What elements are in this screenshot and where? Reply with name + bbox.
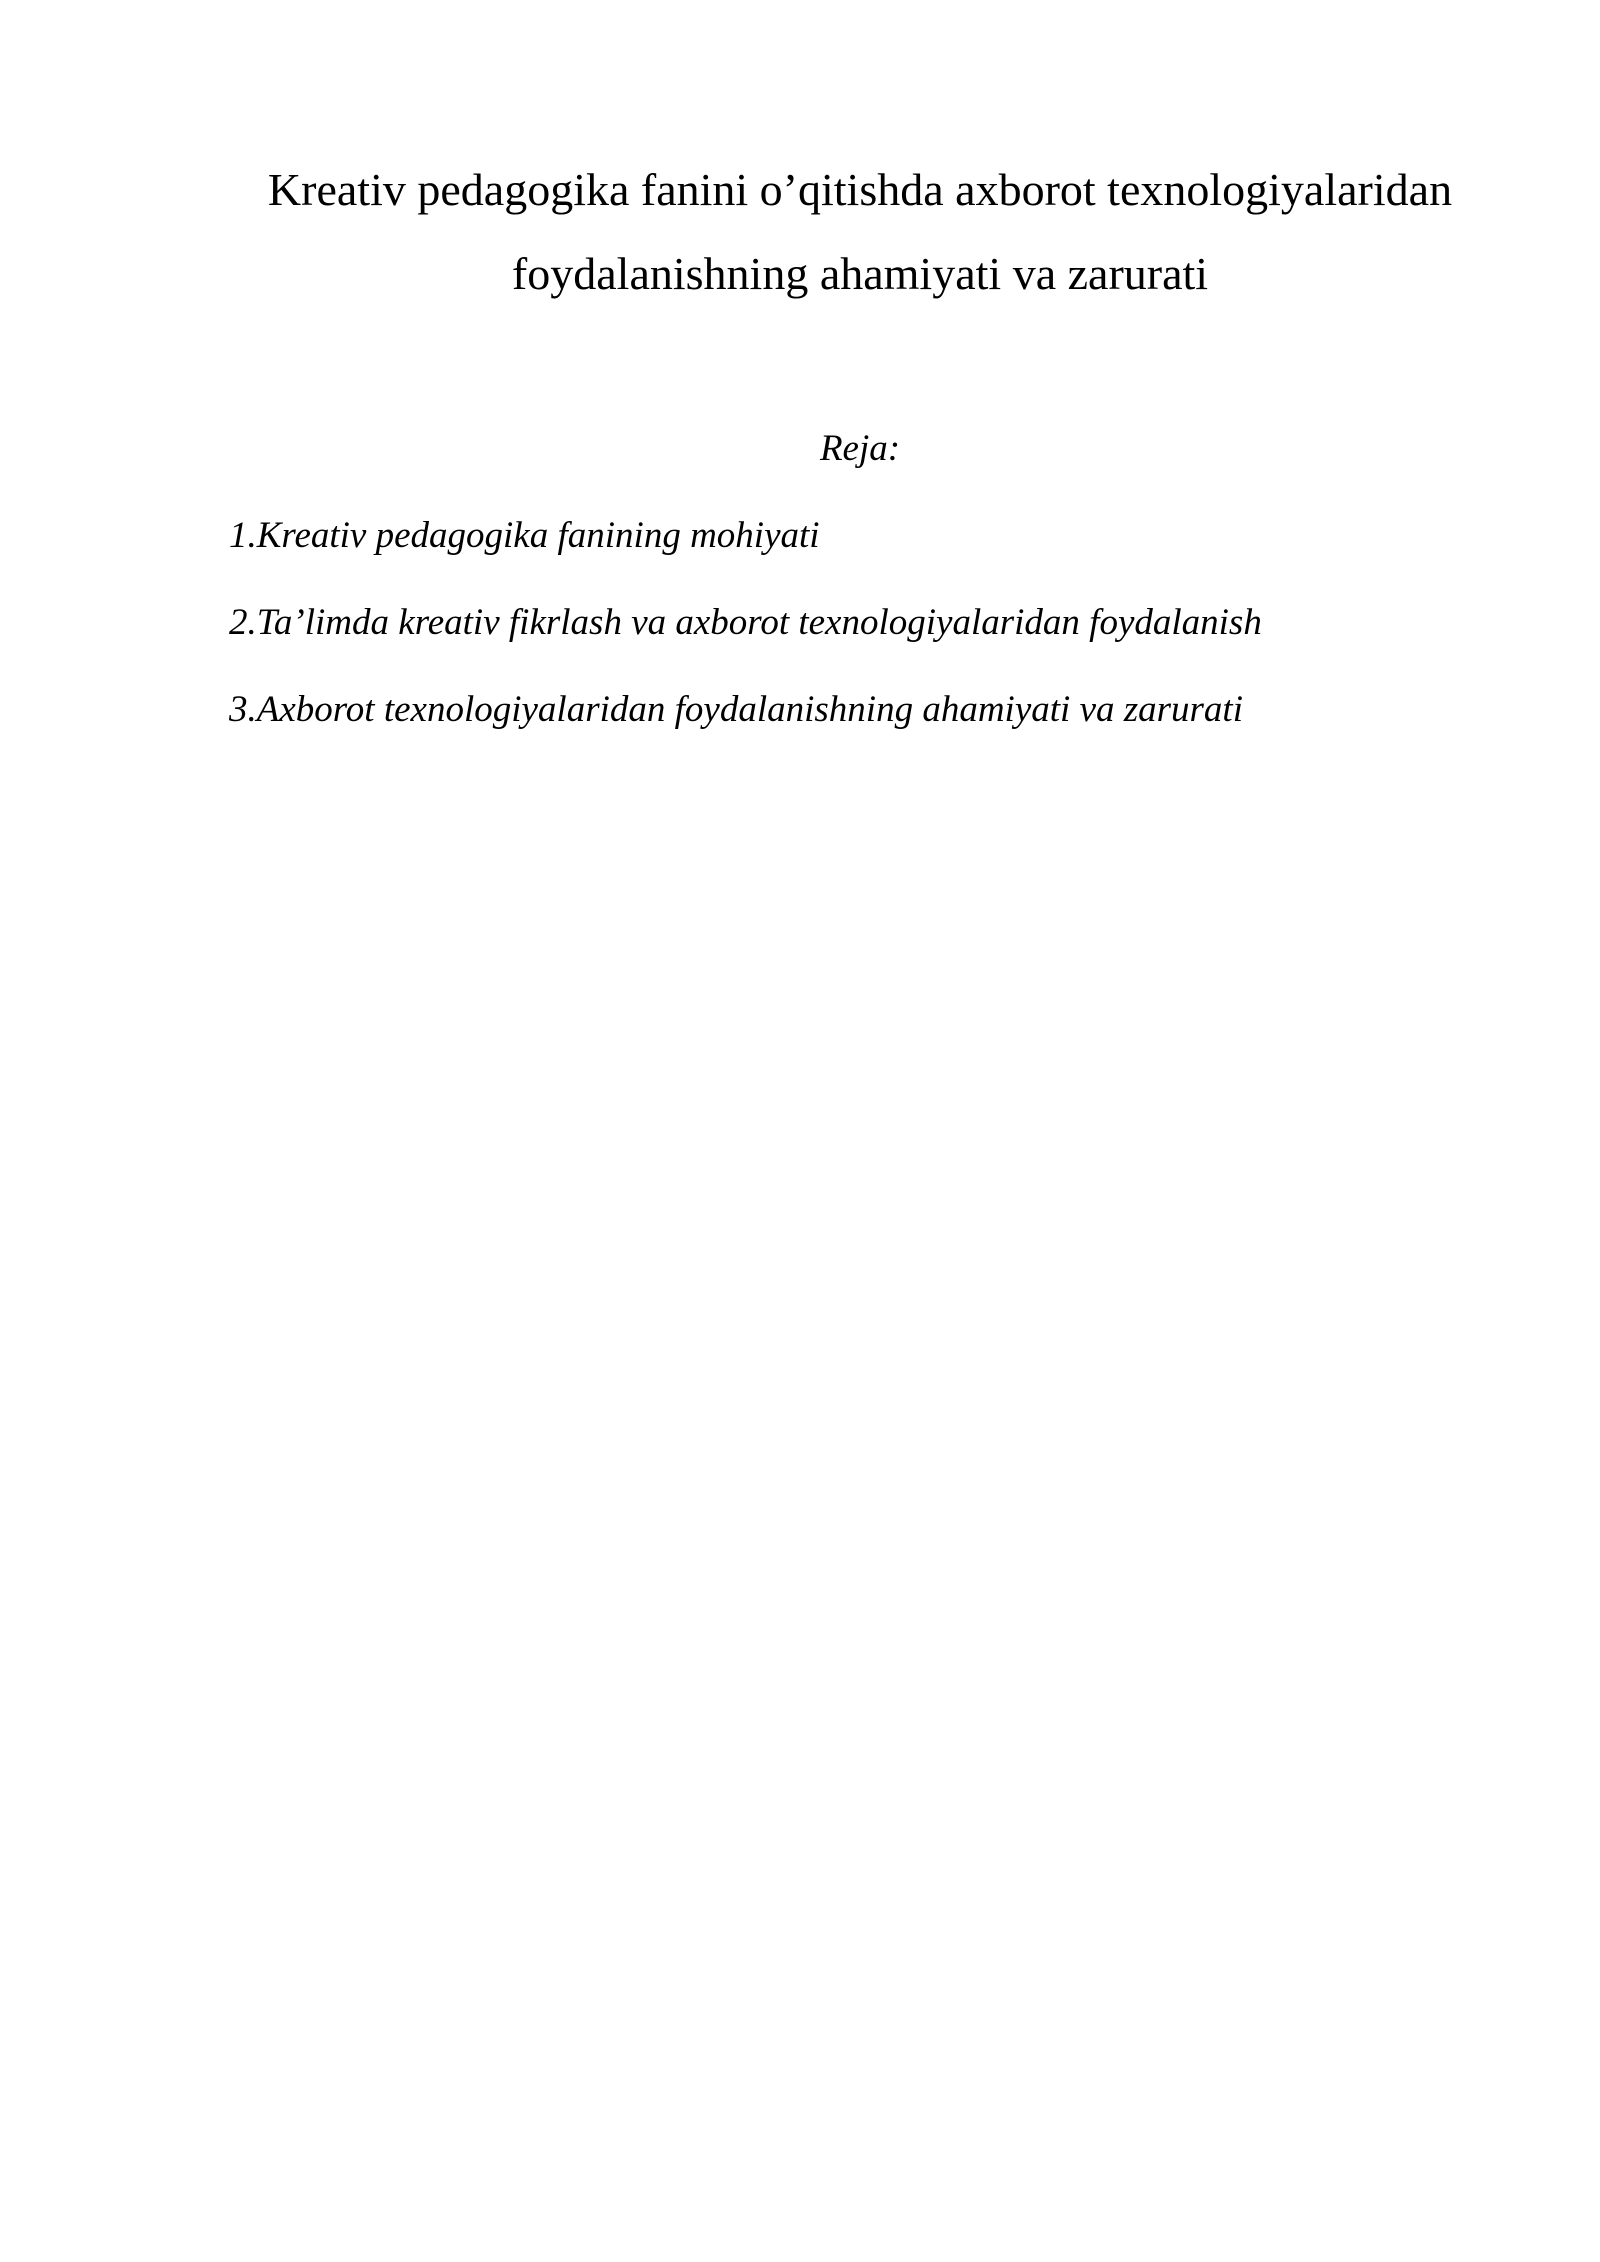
title-line-2: foydalanishning ahamiyati va zarurati [511,248,1209,299]
plan-item-3: 3.Axborot texnologiyalaridan foydalanishning ahamiyati va zarurati [229,689,1243,730]
plan-list [229,512,1262,773]
plan-heading: Reja: [819,428,901,469]
plan-item-1: 1.Kreativ pedagogika fanining mohiyati [229,515,820,556]
title-line-1: Kreativ pedagogika fanini o’qitishda axborot texnologiyalaridan [267,164,1453,215]
document-title [230,148,1490,316]
plan-item-2: 2.Ta’limda kreativ fikrlash va axborot texnologiyalaridan foydalanish [229,602,1262,643]
